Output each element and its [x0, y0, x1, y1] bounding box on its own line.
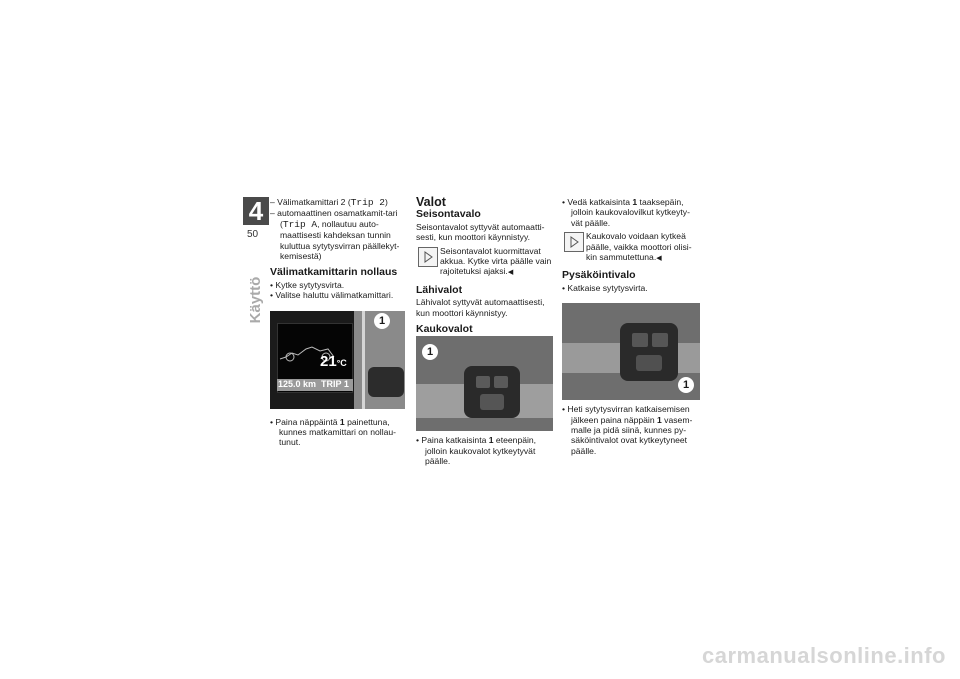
- callout-1: 1: [422, 344, 438, 360]
- svg-text:Käyttö: Käyttö: [246, 276, 264, 324]
- heading-parking-lights: Pysäköintivalo: [562, 269, 636, 282]
- watermark: carmanualsonline.info: [702, 643, 946, 668]
- paragraph: Seisontavalot syttyvät automaatti-sesti, kun moottori käynnistyy.: [416, 221, 545, 243]
- list-item: • Kytke sytytysvirta.: [270, 279, 345, 290]
- note-box: Kaukovalo voidaan kytkeä päälle, vaikka moottori olisi-kin sammutettuna.◀: [562, 231, 700, 264]
- paragraph: Lähivalot syttyvät automaattisesti, kun moottori käynnistyy.: [416, 297, 545, 318]
- list-item: – Välimatkamittari 2 (Trip 2): [270, 197, 388, 208]
- list-item: • Valitse haluttu välimatkamittari.: [270, 290, 394, 301]
- list-item: • Paina näppäintä 1 painettuna, kunnes matkamittari on nollau-tunut.: [270, 416, 397, 448]
- note-box: Seisontavalot kuormittavat akkua. Kytke virta päälle vain rajoitetuksi ajaksi.◀: [416, 246, 553, 279]
- end-mark: ◀: [656, 255, 662, 263]
- heading-trip-reset: Välimatkamittarin nollaus: [270, 266, 398, 279]
- display-photo: [270, 311, 405, 409]
- note-icon: [564, 232, 584, 252]
- trip-label: TRIP 1: [321, 378, 349, 389]
- note-icon: [418, 247, 438, 267]
- list-item: • Katkaise sytytysvirta.: [562, 282, 648, 293]
- page-number: 50: [247, 229, 259, 240]
- column-3: [562, 197, 700, 456]
- list-item: • Heti sytytysvirran katkaisemisen jälkeen paina näppäin 1 vasem-malle ja pidä siinä, kunnes py-säköintivalot ovat kytkeytyneet päälle.: [562, 404, 693, 456]
- heading-lights: Valot: [416, 195, 446, 209]
- temperature-unit: °C: [336, 357, 347, 368]
- temperature-value: 21: [320, 352, 337, 370]
- chapter-number: 4: [243, 197, 269, 225]
- odometer-value: 125.0 km: [278, 378, 317, 389]
- switch-photo-2: [562, 303, 700, 400]
- column-1: [270, 197, 405, 448]
- end-mark: ◀: [507, 269, 514, 277]
- column-2: [416, 197, 553, 467]
- heading-low-beam: Lähivalot: [416, 283, 463, 296]
- heading-parking-light: Seisontavalo: [416, 208, 481, 221]
- switch-photo-1: [416, 336, 553, 431]
- heading-high-beam: Kaukovalot: [416, 323, 473, 336]
- callout-1: 1: [678, 377, 694, 393]
- list-item: – automaattinen osamatkamit-tari (Trip A, nollautuu auto-maattisesti kahdeksan tunnin kuluttua sytytysvirran päällekyt-kemisestä): [270, 208, 400, 262]
- callout-1: 1: [374, 313, 390, 329]
- list-item: • Paina katkaisinta 1 eteenpäin, jolloin kaukovalot kytkeytyvät päälle.: [416, 435, 537, 467]
- list-item: • Vedä katkaisinta 1 taaksepäin, jolloin kaukovalovilkut kytkeyty-vät päälle.: [562, 197, 690, 228]
